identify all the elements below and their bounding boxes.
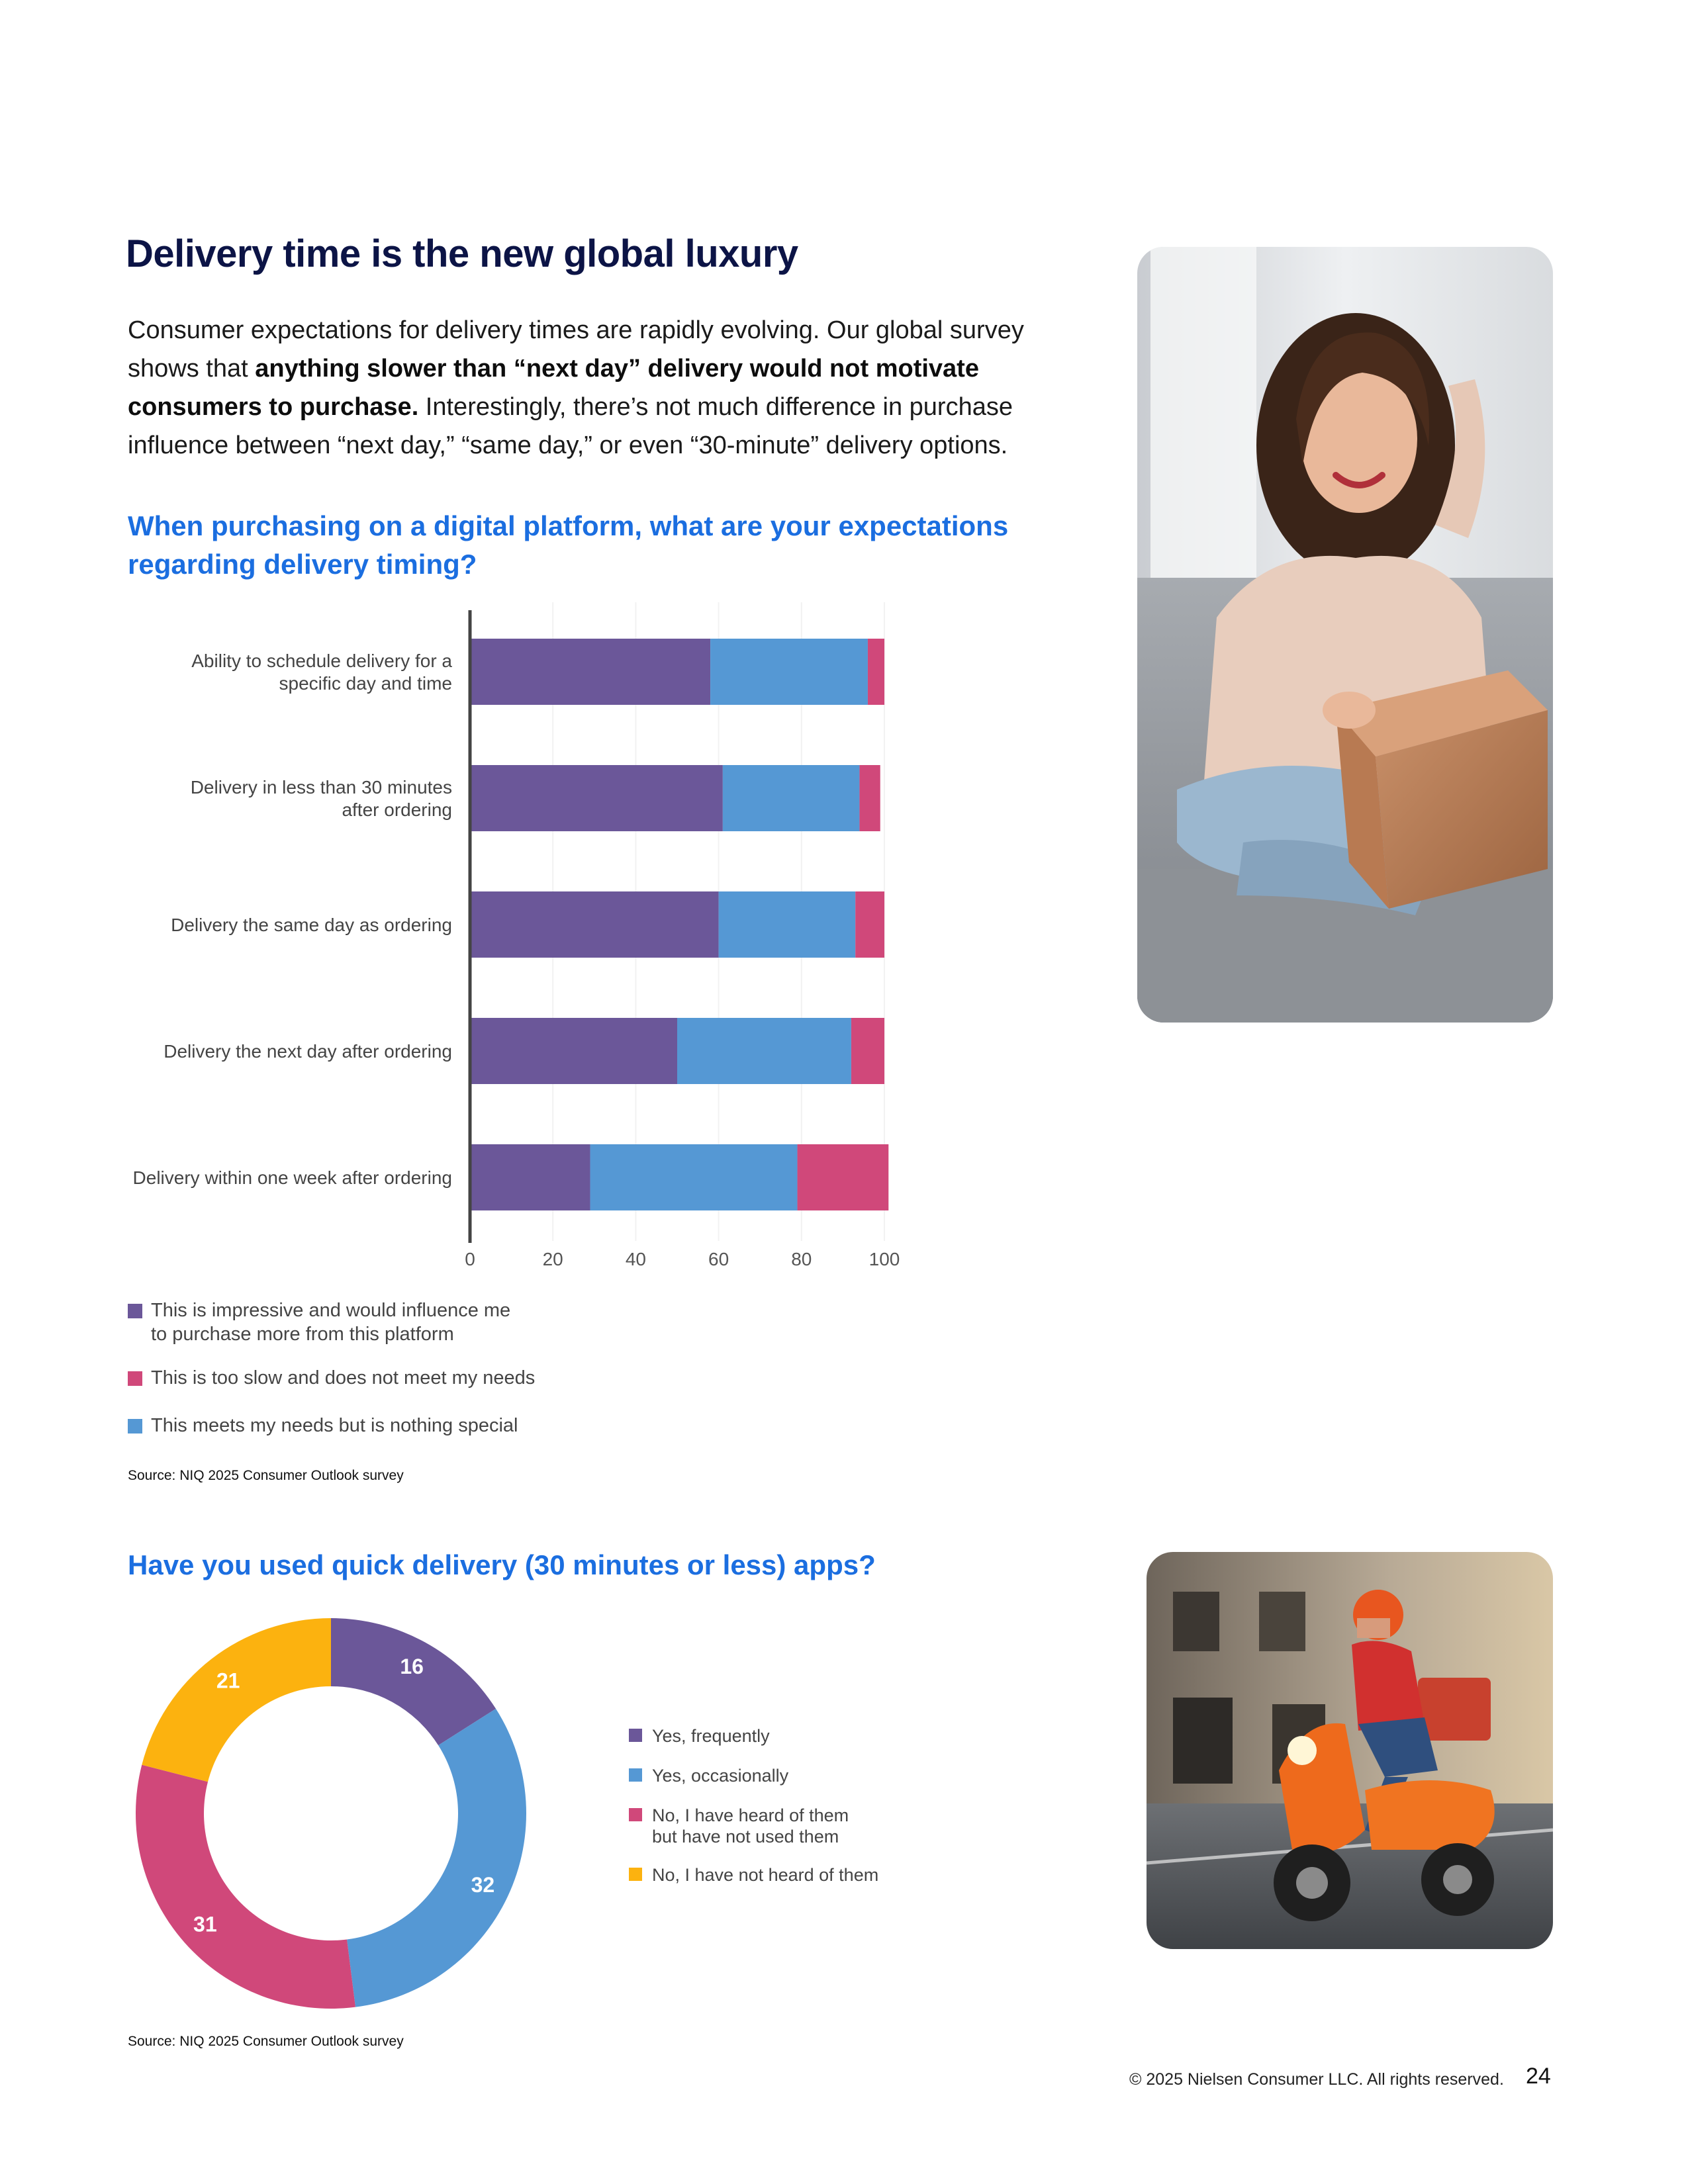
x-tick-label: 40: [625, 1249, 646, 1269]
legend-label-heard-not-used-2: but have not used them: [652, 1827, 839, 1846]
donut-data-label-1: 32: [471, 1872, 495, 1897]
donut-data-label-2: 31: [193, 1912, 217, 1936]
donut-slice-3: [142, 1618, 331, 1782]
intro-text-2: Interestingly, there’s not much difference in purchase influence between “next day,” “same day,” or even “30-minute” delivery options.: [128, 393, 1013, 459]
photo-courier-scooter: [1147, 1552, 1553, 1949]
legend-swatch-yes-frequently: [629, 1729, 642, 1742]
chart2-source: Source: NIQ 2025 Consumer Outlook survey: [128, 2034, 404, 2049]
category-label-4: Delivery within one week after ordering: [132, 1167, 452, 1188]
legend-swatch-meets-needs: [128, 1419, 142, 1433]
bar-segment-0-2: [868, 639, 884, 705]
legend-label-yes-frequently: Yes, frequently: [652, 1726, 770, 1746]
legend-item-heard-not-used: [629, 1805, 1026, 1847]
legend-item-yes-frequently: [629, 1725, 1026, 1747]
intro-text-1: Consumer expectations for delivery times are rapidly evolving. Our global survey shows that: [128, 316, 1024, 383]
intro-bold-text: anything slower than “next day” delivery would not motivate consumers to purchase.: [128, 355, 979, 421]
donut-data-label-0: 16: [400, 1654, 424, 1678]
photo-woman-with-package: [1137, 247, 1553, 1023]
chart1-question: When purchasing on a digital platform, what are your expectations regarding delivery timing?: [128, 510, 1009, 580]
legend-label-impressive-1: This is impressive and would influence me: [151, 1300, 511, 1321]
bar-chart-legend: [128, 1298, 657, 1437]
legend-label-yes-occasionally: Yes, occasionally: [652, 1766, 789, 1786]
donut-data-label-3: 21: [216, 1668, 240, 1693]
chart2-question: Have you used quick delivery (30 minutes or less) apps?: [128, 1549, 876, 1580]
category-label-1: Delivery in less than 30 minutes after ordering: [190, 777, 452, 820]
donut-slice-2: [136, 1765, 355, 2009]
page-number: 24: [1526, 2064, 1551, 2089]
page-title: Delivery time is the new global luxury: [126, 232, 798, 275]
chart1-source: Source: NIQ 2025 Consumer Outlook survey: [128, 1468, 404, 1483]
bar-segment-4-0: [470, 1144, 590, 1210]
bar-segment-2-2: [855, 891, 884, 958]
category-label-3: Delivery the next day after ordering: [164, 1041, 452, 1062]
bar-segment-3-0: [470, 1018, 677, 1084]
bar-segment-3-2: [851, 1018, 884, 1084]
bar-segment-2-0: [470, 891, 719, 958]
x-tick-label: 80: [791, 1249, 812, 1269]
bar-segment-4-1: [590, 1144, 798, 1210]
bar-segment-2-1: [719, 891, 856, 958]
footer-copyright: © 2025 Nielsen Consumer LLC. All rights reserved.: [1129, 2070, 1504, 2089]
bar-segment-1-0: [470, 765, 723, 831]
donut-chart-legend: [629, 1725, 1026, 1886]
x-tick-label: 20: [542, 1249, 563, 1269]
legend-item-yes-occasionally: [629, 1765, 1026, 1786]
bar-segment-0-0: [470, 639, 710, 705]
photo-woman-illustration: [1137, 247, 1553, 1023]
legend-swatch-too-slow: [128, 1371, 142, 1386]
legend-label-heard-not-used-1: No, I have heard of them: [652, 1805, 849, 1825]
bar-segment-4-2: [798, 1144, 889, 1210]
intro-paragraph: [128, 311, 1055, 465]
photo-scooter-illustration: [1147, 1552, 1553, 1949]
x-tick-label: 100: [868, 1249, 900, 1269]
category-label-0: Ability to schedule delivery for a specific day and time: [191, 651, 452, 694]
legend-label-meets-needs: This meets my needs but is nothing special: [151, 1415, 518, 1436]
legend-label-impressive-2: to purchase more from this platform: [151, 1324, 454, 1345]
stacked-bar-chart: [0, 596, 993, 1271]
bar-segment-1-1: [723, 765, 860, 831]
legend-label-not-heard: No, I have not heard of them: [652, 1865, 879, 1885]
legend-label-too-slow: This is too slow and does not meet my needs: [151, 1367, 536, 1388]
donut-slice-1: [347, 1709, 526, 2007]
bar-segment-0-1: [710, 639, 868, 705]
x-tick-label: 60: [708, 1249, 729, 1269]
legend-item-impressive: [128, 1298, 657, 1346]
bar-segment-1-2: [859, 765, 880, 831]
legend-item-too-slow: [128, 1366, 657, 1390]
donut-chart: [126, 1608, 536, 2019]
legend-swatch-not-heard: [629, 1868, 642, 1881]
legend-swatch-heard-not-used: [629, 1808, 642, 1821]
x-tick-label: 0: [465, 1249, 475, 1269]
legend-item-not-heard: [629, 1864, 1026, 1886]
legend-swatch-yes-occasionally: [629, 1768, 642, 1782]
legend-swatch-impressive: [128, 1304, 142, 1318]
category-label-2: Delivery the same day as ordering: [171, 915, 452, 935]
legend-item-meets-needs: [128, 1414, 657, 1437]
bar-segment-3-1: [677, 1018, 851, 1084]
